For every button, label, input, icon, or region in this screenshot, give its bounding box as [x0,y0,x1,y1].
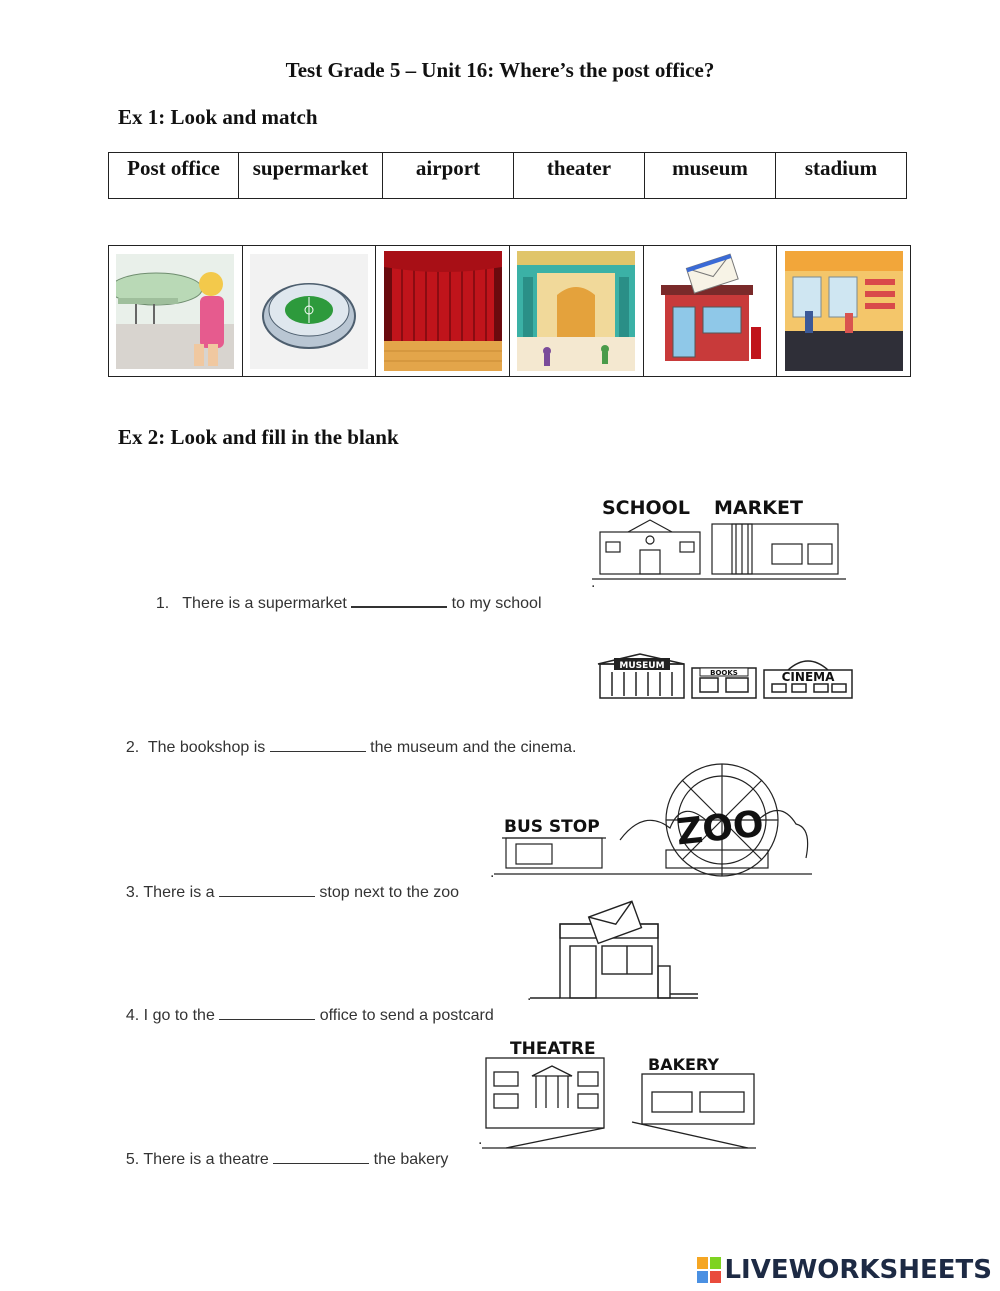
word-museum[interactable]: museum [645,153,776,198]
theatre-bakery-picture [482,1036,756,1150]
liveworksheets-logo [697,1255,992,1285]
books-sign: BOOKS [710,669,738,677]
sentence-2-start: 2. The bookshop is [125,739,270,756]
sentence-1-start: 1. There is a supermarket [155,595,352,612]
sentence-3-end: stop next to the zoo [314,884,460,901]
sentence-3 [117,864,459,902]
sentence-5-period: . [478,1131,483,1148]
sentence-1-period: . [591,574,596,591]
sentence-3-blank[interactable] [219,882,315,897]
page-title: Test Grade 5 – Unit 16: Where’s the post office? [285,58,715,82]
school-sign: SCHOOL [602,497,690,519]
sentence-4-blank[interactable] [219,1005,315,1020]
sentence-3-start: 3. There is a [125,884,219,901]
sentence-5-end: the bakery [369,1151,449,1168]
sentence-4 [117,987,494,1025]
market-sign: MARKET [714,497,803,519]
word-airport[interactable]: airport [383,153,514,198]
sentence-2-end: the museum and the cinema. [365,739,577,756]
sentence-5 [117,1131,448,1169]
cinema-sign: CINEMA [781,670,835,684]
exercise-2-heading: Ex 2: Look and fill in the blank [118,425,399,449]
supermarket-picture[interactable] [777,246,910,376]
sentence-1-end: to my school [447,595,542,612]
sentence-5-start: 5. There is a theatre [125,1151,274,1168]
museum-picture[interactable] [510,246,644,376]
sentence-2 [117,719,576,757]
word-table [108,152,907,199]
airport-picture[interactable] [109,246,243,376]
theatre-sign: THEATRE [510,1039,596,1059]
liveworksheets-logo-icon [697,1257,721,1283]
school-market-picture [592,470,846,585]
theater-picture[interactable] [376,246,510,376]
picture-table [108,245,911,377]
word-theater[interactable]: theater [514,153,645,198]
sentence-1 [147,574,542,613]
sentence-2-blank[interactable] [270,737,366,752]
post-office-drawing [530,900,698,1004]
bakery-sign: BAKERY [648,1055,719,1074]
sentence-4-start: 4. I go to the [125,1007,220,1024]
museum-bookshop-cinema-picture [592,650,858,702]
sentence-3-period: . [490,864,495,881]
bus-stop-zoo-picture [494,758,812,882]
exercise-1-heading: Ex 1: Look and match [118,105,318,129]
bus-stop-sign: BUS STOP [504,817,600,837]
word-post-office[interactable]: Post office [109,153,239,198]
sentence-5-blank[interactable] [273,1149,369,1164]
sentence-4-period: . [527,987,532,1004]
word-stadium[interactable]: stadium [804,156,878,180]
museum-sign: MUSEUM [619,661,665,671]
sentence-1-blank[interactable] [351,592,447,608]
stadium-picture[interactable] [243,246,377,376]
liveworksheets-logo-text: LIVEWORKSHEETS [724,1255,992,1285]
sentence-4-end: office to send a postcard [315,1007,494,1024]
word-supermarket[interactable]: supermarket [239,153,383,198]
zoo-sign: ZOO [674,803,766,854]
post-office-picture[interactable] [644,246,778,376]
